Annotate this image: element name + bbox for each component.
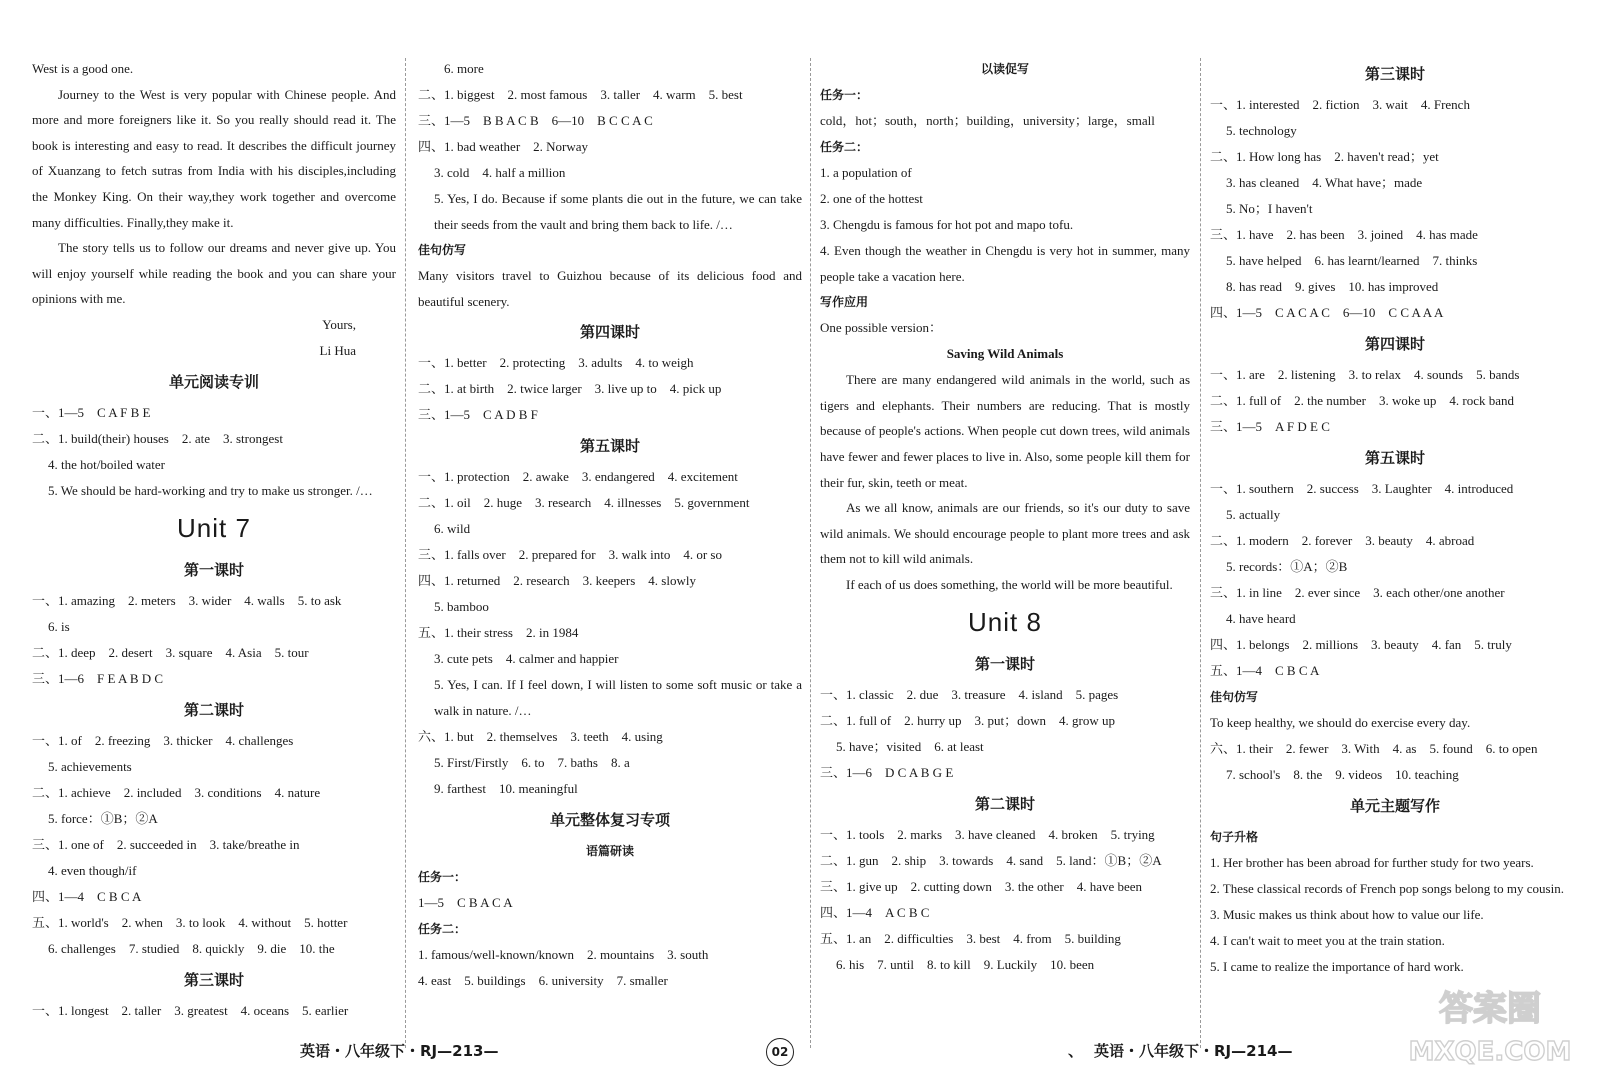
paragraph: The story tells us to follow our dreams and never give up. You will enjoy yourself while reading the book and you can share your opinions with me. <box>32 240 396 307</box>
answer-line: 二、1. oil 2. huge 3. research 4. illnesses 5. government <box>418 495 750 511</box>
answer-line: 4. even though/if <box>48 862 137 878</box>
answer-line: 6. challenges 7. studied 8. quickly 9. die 10. the <box>48 940 335 956</box>
answer-line: 四、1. bad weather 2. Norway <box>418 139 589 154</box>
answer-line: 三、1. have 2. has been 3. joined 4. has made <box>1210 227 1478 242</box>
paragraph: Journey to the West is very popular with Chinese people. And more and more foreigners like it. So you really should read it. The book is interesting and easy to read. It describes the difficult journey of Xuanzang to fetch sutras from India with his disciples,including the Monkey King. On their way,they work together and overcome many difficulties. Finally,they make it. <box>32 86 396 230</box>
answer-line: 四、1—4 C B C A <box>32 888 142 904</box>
section-heading: 第四课时 <box>579 323 640 342</box>
paragraph: West is a good one. <box>32 61 134 76</box>
footer-dot: 、 <box>1068 1042 1084 1060</box>
answer-line: 6. wild <box>434 521 471 537</box>
answer-line: 5. records：①A；②B <box>1226 559 1348 574</box>
answer-line: 5. have helped 6. has learnt/learned 7. thinks <box>1226 253 1478 268</box>
answer-line: 3. cold 4. half a million <box>434 165 566 180</box>
answer-line: 三、1. falls over 2. prepared for 3. walk into 4. or so <box>418 547 722 563</box>
answer-line: 二、1. modern 2. forever 3. beauty 4. abroad <box>1210 533 1475 548</box>
answer-line: 7. school's 8. the 9. videos 10. teaching <box>1226 767 1459 782</box>
answer-line: 六、1. but 2. themselves 3. teeth 4. using <box>418 728 663 744</box>
section-heading: 第四课时 <box>1364 335 1425 353</box>
letter-signature: Li Hua <box>319 342 356 358</box>
task-label: 任务二： <box>820 140 869 154</box>
subsection-heading: 佳句仿写 <box>418 243 467 258</box>
essay-title: Saving Wild Animals <box>946 346 1064 362</box>
answer-line: 五、1. world's 2. when 3. to look 4. without 5. hotter <box>32 914 348 930</box>
answer-line: 三、1—5 B B A C B 6—10 B C C A C <box>418 113 653 128</box>
answer-line: 四、1. returned 2. research 3. keepers 4. slowly <box>418 573 696 589</box>
answer-line: 3. has cleaned 4. What have；made <box>1226 175 1423 190</box>
answer-line: 一、1. protection 2. awake 3. endangered 4. excitement <box>418 469 738 485</box>
answer-line: 4. the hot/boiled water <box>48 456 165 472</box>
answer-line: 一、1. of 2. freezing 3. thicker 4. challenges <box>32 732 294 748</box>
answer-line: 一、1. better 2. protecting 3. adults 4. to weigh <box>418 355 694 371</box>
answer-line: 3. Music makes us think about how to value our life. <box>1210 906 1484 922</box>
answer-line: 三、1—6 F E A B D C <box>32 670 164 686</box>
answer-line: 二、1. achieve 2. included 3. conditions 4. nature <box>32 784 321 800</box>
subsection-heading: 佳句仿写 <box>1210 690 1259 704</box>
task-label: 任务一： <box>418 869 467 884</box>
answer-line: 一、1. interested 2. fiction 3. wait 4. French <box>1210 97 1470 112</box>
unit-title: Unit 7 <box>177 512 251 543</box>
answer-line: 4. east 5. buildings 6. university 7. smaller <box>418 972 668 988</box>
answer-line: 1. Her brother has been abroad for further study for two years. <box>1210 855 1534 870</box>
watermark-logo-icon <box>1392 980 1588 1070</box>
answer-line: 三、1—5 A F D E C <box>1210 419 1330 434</box>
subsection-heading: 句子升格 <box>1210 830 1259 844</box>
column-4 <box>1210 56 1580 1036</box>
subsection-heading: 以读促写 <box>980 62 1029 76</box>
section-heading: 第二课时 <box>974 794 1035 813</box>
answer-line: One possible version： <box>820 320 943 336</box>
answer-line: 一、1. are 2. listening 3. to relax 4. sounds 5. bands <box>1210 367 1520 382</box>
watermark-bottom-text: MXQE.COM <box>1408 1037 1572 1067</box>
section-heading: 单元主题写作 <box>1349 797 1440 815</box>
answer-line: 二、1. build(their) houses 2. ate 3. strongest <box>32 430 283 446</box>
answer-line: 五、1. their stress 2. in 1984 <box>418 625 579 641</box>
answer-line: 三、1—6 D C A B G E <box>820 764 954 780</box>
answer-line: 5. force：①B；②A <box>48 810 158 826</box>
answer-line: 四、1. belongs 2. millions 3. beauty 4. fan 5. truly <box>1210 637 1512 652</box>
answer-paragraph: 5. Yes, I can. If I feel down, I will listen to some soft music or take a walk in nature. /… <box>434 677 802 718</box>
answer-line: 4. have heard <box>1226 611 1296 626</box>
answer-line: 6. his 7. until 8. to kill 9. Luckily 10. been <box>836 956 1095 972</box>
answer-line: 2. one of the hottest <box>820 191 923 206</box>
answer-line: 三、1. one of 2. succeeded in 3. take/breathe in <box>32 836 300 852</box>
answer-line: 5. We should be hard-working and try to make us stronger. /… <box>48 482 373 498</box>
answer-line: 4. I can't wait to meet you at the train station. <box>1210 932 1445 948</box>
task-label: 任务二： <box>418 921 467 936</box>
answer-line: 二、1. full of 2. the number 3. woke up 4. rock band <box>1210 393 1515 408</box>
section-heading: 第五课时 <box>579 437 640 456</box>
answer-line: 二、1. gun 2. ship 3. towards 4. sand 5. land：①B；②A <box>820 852 1162 868</box>
page-mark-icon: 02 <box>766 1038 794 1066</box>
page-footer-right: 英语・八年级下・RJ—214— <box>1094 1042 1293 1060</box>
column-divider <box>810 58 811 1048</box>
answer-line: cold，hot；south，north；building，university；large，small <box>820 113 1155 128</box>
unit-title: Unit 8 <box>968 606 1042 637</box>
answer-line: 二、1. How long has 2. haven't read；yet <box>1210 149 1439 164</box>
answer-line: 三、1. in line 2. ever since 3. each other/one another <box>1210 585 1505 600</box>
essay-paragraph: If each of us does something, the world will be more beautiful. <box>846 576 1173 592</box>
answer-line: 一、1. tools 2. marks 3. have cleaned 4. broken 5. trying <box>820 826 1155 842</box>
answer-line: 二、1. at birth 2. twice larger 3. live up to 4. pick up <box>418 381 722 397</box>
answer-line: 1. a population of <box>820 165 912 180</box>
essay-paragraph: There are many endangered wild animals in the world, such as tigers and elephants. Their numbers are reducing. That is mostly because of people's actions. When people cut down trees, wild animals have fewer and fewer places to live in. Also, some people kill them for their fur, skin, teeth or meat. <box>820 372 1190 490</box>
column-divider <box>1200 58 1201 1048</box>
section-heading: 第三课时 <box>1364 65 1425 83</box>
section-heading: 第一课时 <box>183 560 244 579</box>
answer-line: 四、1—5 C A C A C 6—10 C C A A A <box>1210 305 1444 320</box>
answer-line: 5. actually <box>1226 507 1281 522</box>
answer-line: 五、1—4 C B C A <box>1210 663 1320 678</box>
essay-paragraph: As we all know, animals are our friends, so it's our duty to save wild animals. We should encourage people to plant more trees and ask them not to kill wild animals. <box>820 500 1190 567</box>
answer-line: 3. cute pets 4. calmer and happier <box>434 651 619 667</box>
column-1 <box>32 56 396 1036</box>
column-2 <box>418 56 802 1036</box>
answer-line: 1. famous/well-known/known 2. mountains 3. south <box>418 946 709 962</box>
answer-line: 五、1. an 2. difficulties 3. best 4. from 5. building <box>820 930 1121 946</box>
answer-line: 6. is <box>48 618 70 634</box>
answer-line: 6. more <box>444 61 484 76</box>
page-footer-left: 英语・八年级下・RJ—213— <box>300 1042 499 1060</box>
section-heading: 第二课时 <box>183 700 244 719</box>
column-divider <box>405 58 406 1048</box>
answer-line: 一、1. amazing 2. meters 3. wider 4. walls 5. to ask <box>32 592 342 608</box>
letter-closing: Yours, <box>322 316 356 332</box>
subsection-heading: 写作应用 <box>820 295 869 310</box>
answer-line: 5. No；I haven't <box>1226 201 1313 216</box>
answer-line: To keep healthy, we should do exercise every day. <box>1210 715 1471 730</box>
answer-line: 六、1. their 2. fewer 3. With 4. as 5. found 6. to open <box>1210 741 1538 756</box>
answer-line: 9. farthest 10. meaningful <box>434 780 578 796</box>
section-heading: 第五课时 <box>1364 449 1425 467</box>
answer-line: 一、1. longest 2. taller 3. greatest 4. oceans 5. earlier <box>32 1002 349 1018</box>
watermark-top-text: 答案圈 <box>1439 989 1541 1029</box>
answer-line: 一、1—5 C A F B E <box>32 404 151 420</box>
answer-paragraph: 4. Even though the weather in Chengdu is very hot in summer, many people take a vacation here. <box>820 243 1190 284</box>
answer-line: 三、1. give up 2. cutting down 3. the other 4. have been <box>820 878 1143 894</box>
answer-line: 5. achievements <box>48 758 132 774</box>
task-label: 任务一： <box>820 88 869 102</box>
answer-line: 1—5 C B A C A <box>418 894 513 910</box>
answer-line: 5. technology <box>1226 123 1297 138</box>
answer-line: 5. First/Firstly 6. to 7. baths 8. a <box>434 754 630 770</box>
section-heading: 单元整体复习专项 <box>549 810 670 829</box>
subsection-heading: 语篇研读 <box>585 843 634 858</box>
answer-line: 5. I came to realize the importance of hard work. <box>1210 958 1464 974</box>
column-3 <box>820 56 1190 1036</box>
answer-line: 8. has read 9. gives 10. has improved <box>1226 279 1439 294</box>
section-heading: 第一课时 <box>974 654 1035 673</box>
section-heading: 第三课时 <box>183 970 244 989</box>
answer-line: 二、1. biggest 2. most famous 3. taller 4. warm 5. best <box>418 87 743 102</box>
answer-line: 一、1. classic 2. due 3. treasure 4. island 5. pages <box>820 686 1119 702</box>
answer-line: 三、1—5 C A D B F <box>418 407 538 423</box>
answer-line: 一、1. southern 2. success 3. Laughter 4. introduced <box>1210 481 1514 496</box>
answer-paragraph: 2. These classical records of French pop songs belong to my cousin. <box>1210 881 1564 896</box>
answer-line: 四、1—4 A C B C <box>820 904 930 920</box>
answer-paragraph: Many visitors travel to Guizhou because of its delicious food and beautiful scenery. <box>418 268 802 309</box>
answer-line: 3. Chengdu is famous for hot pot and mapo tofu. <box>820 217 1074 232</box>
answer-paragraph: 5. Yes, I do. Because if some plants die out in the future, we can take their seeds from the vault and bring them back to life. /… <box>434 191 802 232</box>
answer-line: 5. bamboo <box>434 599 489 615</box>
answer-line: 二、1. deep 2. desert 3. square 4. Asia 5. tour <box>32 644 309 660</box>
answer-line: 5. have；visited 6. at least <box>836 738 984 754</box>
section-heading: 单元阅读专训 <box>168 372 259 391</box>
answer-line: 二、1. full of 2. hurry up 3. put；down 4. grow up <box>820 712 1116 728</box>
